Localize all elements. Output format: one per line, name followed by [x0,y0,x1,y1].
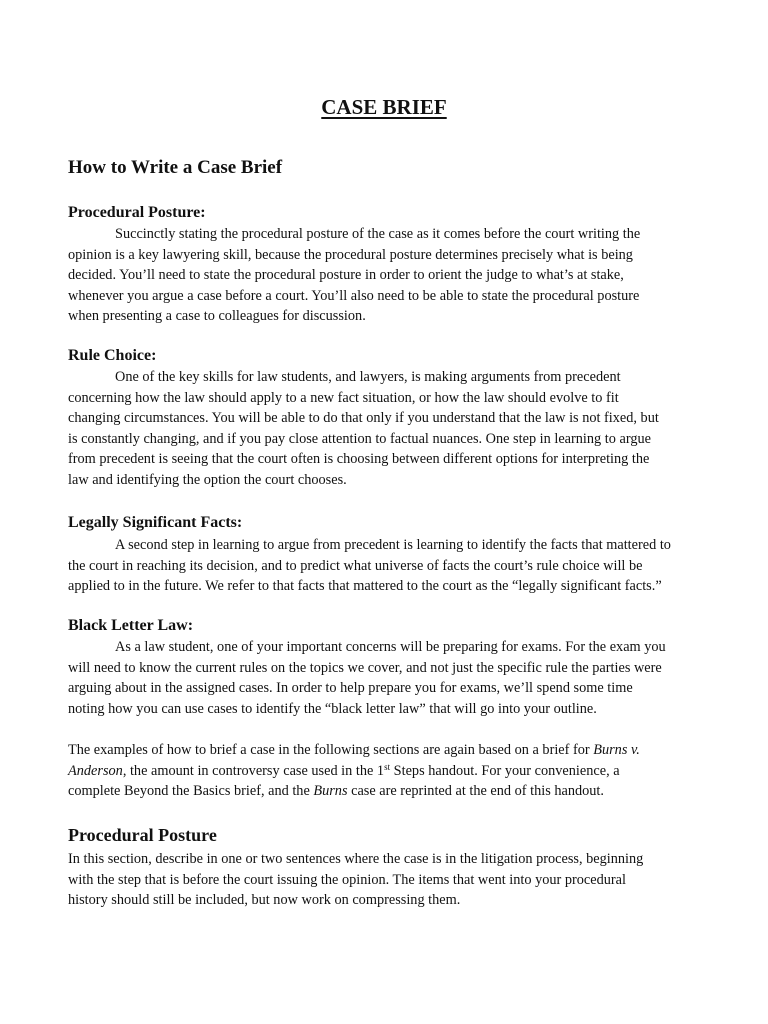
examples-paragraph-line: Anderson, the amount in controversy case used in the 1st Steps handout. For your convenience, a [68,761,620,779]
paragraph-line: A second step in learning to argue from precedent is learning to identify the facts that mattered to [115,537,671,553]
case-name: Anderson [68,762,123,779]
heading-procedural-posture: Procedural Posture: [68,204,206,221]
paragraph-line: law and identifying the option the court chooses. [68,471,347,488]
document-title: CASE BRIEF [321,95,447,119]
heading-black-letter-law: Black Letter Law: [68,617,194,634]
case-name: Burns v. [593,742,640,758]
heading-rule-choice: Rule Choice: [68,347,157,364]
heading-legally-significant-facts: Legally Significant Facts: [68,514,243,531]
case-name: Burns [313,783,348,799]
paragraph-line: when presenting a case to colleagues for discussion. [68,308,366,324]
paragraph-line: noting how you can use cases to identify the “black letter law” that will go into your outline. [68,700,597,717]
paragraph-line: One of the key skills for law students, and lawyers, is making arguments from precedent [115,369,621,385]
paragraph-line: As a law student, one of your important concerns will be preparing for exams. For the exam you [115,639,666,655]
paragraph-line: changing circumstances. You will be able to do that only if you understand that the law is not fixed, but [68,410,659,426]
section-heading-procedural-posture: Procedural Posture [68,825,217,845]
examples-paragraph-line: The examples of how to brief a case in the following sections are again based on a brief for Burns v. [68,742,640,758]
paragraph-line: decided. You’ll need to state the procedural posture in order to orient the judge to what’s at stake, [68,267,624,283]
paragraph-line: from precedent is seeing that the court often is choosing between different options for interpreting the [68,451,650,467]
paragraph-line: will need to know the current rules on the topics we cover, and not just the specific rule the parties were [68,659,662,676]
paragraph-line: whenever you argue a case before a court. You’ll also need to be able to state the procedural posture [68,287,640,304]
paragraph-line: Succinctly stating the procedural posture of the case as it comes before the court writing the [115,226,641,242]
paragraph-line: is constantly changing, and if you pay close attention to factual nuances. One step in learning to argue [68,430,651,447]
superscript: st [384,761,391,772]
paragraph-line: concerning how the law should apply to a new fact situation, or how the law should evolve to fit [68,389,619,406]
paragraph-line: with the step that is before the court issuing the opinion. The items that went into your procedural [68,871,626,888]
paragraph-line: the court in reaching its decision, and to predict what universe of facts the court’s rule choice will be [68,557,643,574]
paragraph-line: applied to in the future. We refer to that facts that mattered to the court as the “legally significant facts.” [68,578,662,594]
examples-paragraph-line: complete Beyond the Basics brief, and the Burns case are reprinted at the end of this handout. [68,783,604,799]
document-subtitle: How to Write a Case Brief [68,157,283,178]
paragraph-line: In this section, describe in one or two sentences where the case is in the litigation process, beginning [68,851,644,867]
paragraph-line: history should still be included, but now work on compressing them. [68,892,461,908]
paragraph-line: arguing about in the assigned cases. In order to help prepare you for exams, we’ll spend some time [68,680,633,696]
paragraph-line: opinion is a key lawyering skill, because the procedural posture determines precisely what is being [68,246,633,263]
